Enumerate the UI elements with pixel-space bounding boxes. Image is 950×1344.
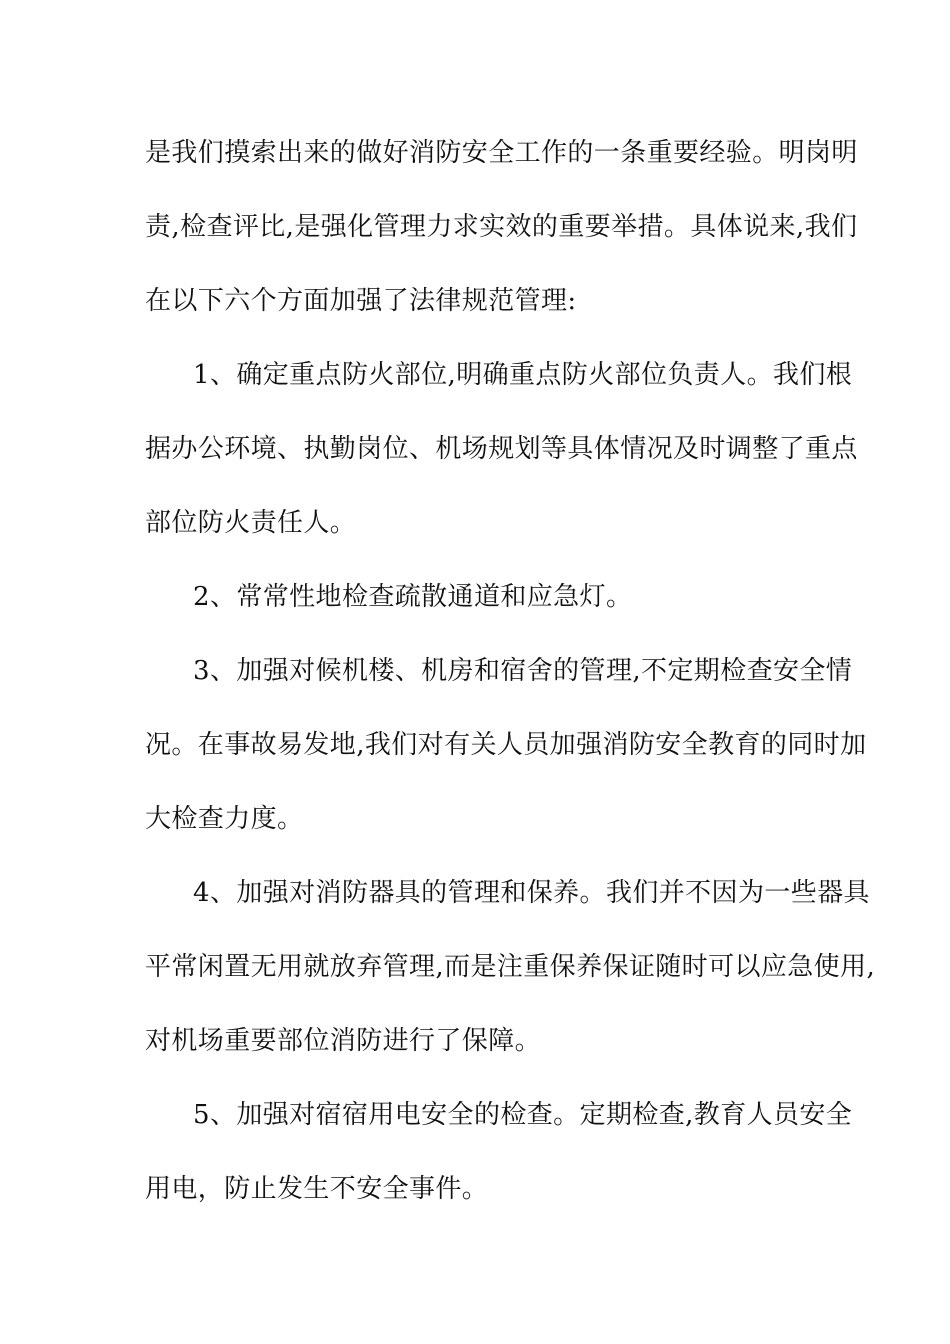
paragraph-start-line: 3、加强对候机楼、机房和宿舍的管理,不定期检查安全情 bbox=[193, 656, 853, 686]
paragraph-start-line: 2、常常性地检查疏散通道和应急灯。 bbox=[193, 582, 633, 612]
text-line: 用电，防止发生不安全事件。 bbox=[145, 1174, 489, 1204]
text-line: 平常闲置无用就放弃管理,而是注重保养保证随时可以应急使用, bbox=[145, 952, 876, 982]
text-line: 在以下六个方面加强了法律规范管理: bbox=[145, 286, 577, 316]
paragraph-start-line: 1、确定重点防火部位,明确重点防火部位负责人。我们根 bbox=[193, 360, 853, 390]
text-line: 责,检查评比,是强化管理力求实效的重要举措。具体说来,我们 bbox=[145, 212, 858, 242]
text-line: 据办公环境、执勤岗位、机场规划等具体情况及时调整了重点 bbox=[145, 434, 858, 464]
text-line: 大检查力度。 bbox=[145, 804, 304, 834]
text-line: 是我们摸索出来的做好消防安全工作的一条重要经验。明岗明 bbox=[145, 138, 858, 168]
text-line: 部位防火责任人。 bbox=[145, 508, 357, 538]
paragraph-start-line: 4、加强对消防器具的管理和保养。我们并不因为一些器具 bbox=[193, 878, 870, 908]
text-line: 况。在事故易发地,我们对有关人员加强消防安全教育的同时加 bbox=[145, 730, 867, 760]
text-line: 对机场重要部位消防进行了保障。 bbox=[145, 1026, 542, 1056]
paragraph-start-line: 5、加强对宿宿用电安全的检查。定期检查,教育人员安全 bbox=[193, 1100, 853, 1130]
